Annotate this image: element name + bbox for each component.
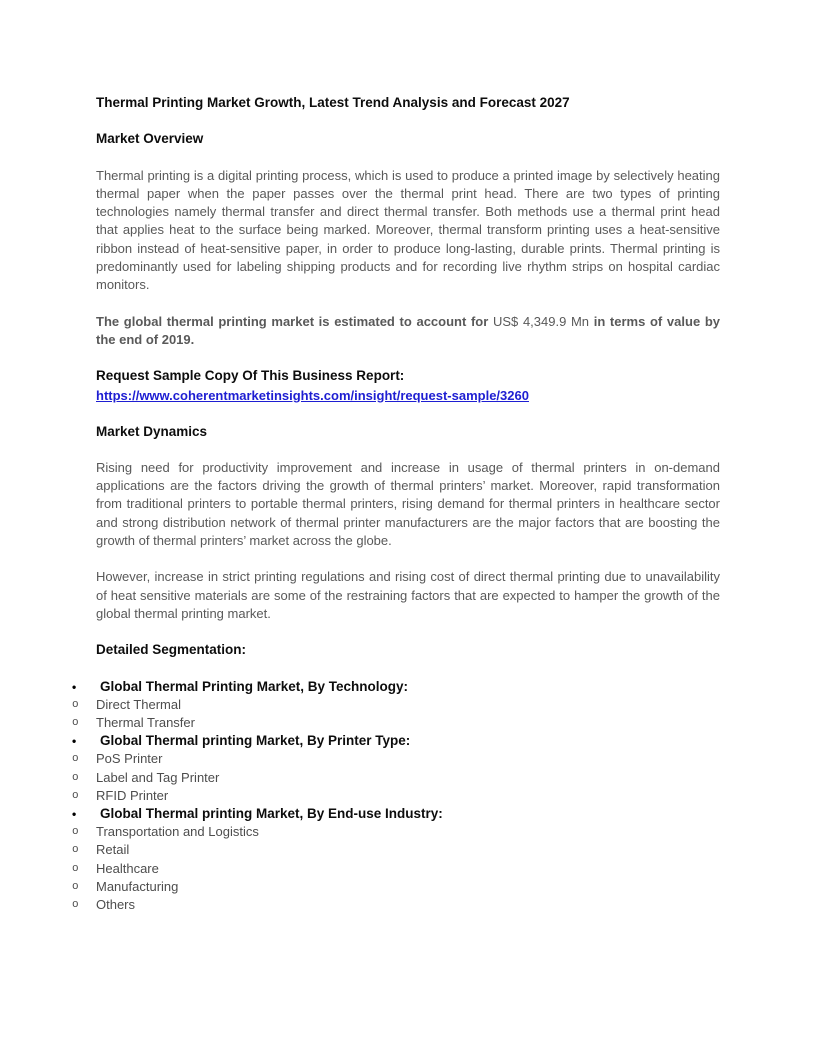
segmentation-item-label: Retail [96, 842, 130, 858]
request-sample-link[interactable]: https://www.coherentmarketinsights.com/insight/request-sample/3260 [96, 387, 529, 403]
segmentation-item-retail [72, 841, 720, 859]
segmentation-item-label: RFID Printer [96, 787, 169, 803]
paragraph-dynamics-drivers: Rising need for productivity improvement and increase in usage of thermal printers in on-demand applications are the factors driving the growth of thermal printers’ market. Moreover, rapid transformation from traditional printers to portable thermal printers, rising demand for thermal printers in healthcare sector and strong distribution network of thermal printer manufacturers are the major factors that are boosting the growth of thermal printers’ market across the globe. [96, 459, 720, 549]
heading-request-sample: Request Sample Copy Of This Business Report: [96, 368, 405, 384]
estimate-bold-tail: in terms of value by the end of 2019. [96, 313, 721, 347]
circle-bullet-icon: o [72, 826, 79, 839]
bullet-icon: • [72, 806, 77, 821]
heading-detailed-segmentation: Detailed Segmentation: [96, 642, 247, 658]
segmentation-item-direct-thermal [72, 696, 720, 714]
segmentation-item-transportation-logistics [72, 823, 720, 841]
estimate-value: US$ 4,349.9 Mn [492, 313, 594, 329]
segmentation-category-label: Global Thermal Printing Market, By Technology: [100, 678, 409, 694]
segmentation-category-label: Global Thermal printing Market, By End-use Industry: [100, 805, 443, 821]
segmentation-item-label: Others [96, 896, 136, 912]
bullet-icon: • [72, 734, 77, 749]
paragraph-market-estimate [96, 313, 720, 350]
circle-bullet-icon: o [72, 753, 79, 766]
document-title: Thermal Printing Market Growth, Latest Trend Analysis and Forecast 2027 [96, 95, 570, 110]
segmentation-item-rfid-printer [72, 787, 720, 805]
paragraph-overview: Thermal printing is a digital printing process, which is used to produce a printed image by selectively heating thermal paper when the paper passes over the thermal print head. There are two types of printing technologies namely thermal transfer and direct thermal transfer. Both methods use a thermal print head that applies heat to the surface being marked. Moreover, thermal transform printing uses a heat-sensitive ribbon instead of heat-sensitive paper, in order to produce long-lasting, durable prints. Thermal printing is predominantly used for labeling shipping products and for recording live rhythm strips on hospital cardiac monitors. [96, 167, 720, 293]
circle-bullet-icon: o [72, 716, 79, 729]
bullet-icon: • [72, 679, 77, 694]
segmentation-item-label: Healthcare [96, 860, 159, 876]
segmentation-category-technology [72, 678, 720, 696]
segmentation-category-label: Global Thermal printing Market, By Printer Type: [100, 733, 411, 749]
segmentation-item-pos-printer [72, 750, 720, 768]
heading-market-dynamics: Market Dynamics [96, 423, 208, 439]
circle-bullet-icon: o [72, 862, 79, 875]
estimate-bold-lead: The global thermal printing market is estimated to account for [96, 313, 493, 329]
circle-bullet-icon: o [72, 880, 79, 893]
segmentation-item-label-tag-printer [72, 769, 720, 787]
segmentation-category-end-use [72, 805, 720, 823]
segmentation-item-manufacturing [72, 878, 720, 896]
circle-bullet-icon: o [72, 698, 79, 711]
segmentation-item-label: Direct Thermal [96, 696, 182, 712]
heading-market-overview: Market Overview [96, 131, 204, 147]
segmentation-item-label: Thermal Transfer [96, 714, 195, 730]
circle-bullet-icon: o [72, 789, 79, 802]
circle-bullet-icon: o [72, 844, 79, 857]
document-content [72, 94, 721, 914]
segmentation-item-others [72, 896, 720, 914]
segmentation-list [72, 678, 720, 915]
segmentation-item-label: Manufacturing [96, 878, 179, 894]
circle-bullet-icon: o [72, 771, 79, 784]
paragraph-dynamics-restraints: However, increase in strict printing regulations and rising cost of direct thermal printing due to unavailability of heat sensitive materials are some of the restraining factors that are expected to hamper the growth of the global thermal printing market. [96, 569, 720, 621]
segmentation-item-thermal-transfer [72, 714, 720, 732]
segmentation-item-label: Label and Tag Printer [96, 769, 220, 785]
segmentation-item-healthcare [72, 860, 720, 878]
circle-bullet-icon: o [72, 898, 79, 911]
segmentation-category-printer-type [72, 732, 720, 750]
segmentation-item-label: PoS Printer [96, 751, 163, 767]
segmentation-item-label: Transportation and Logistics [96, 824, 259, 840]
request-sample-block [96, 367, 720, 404]
